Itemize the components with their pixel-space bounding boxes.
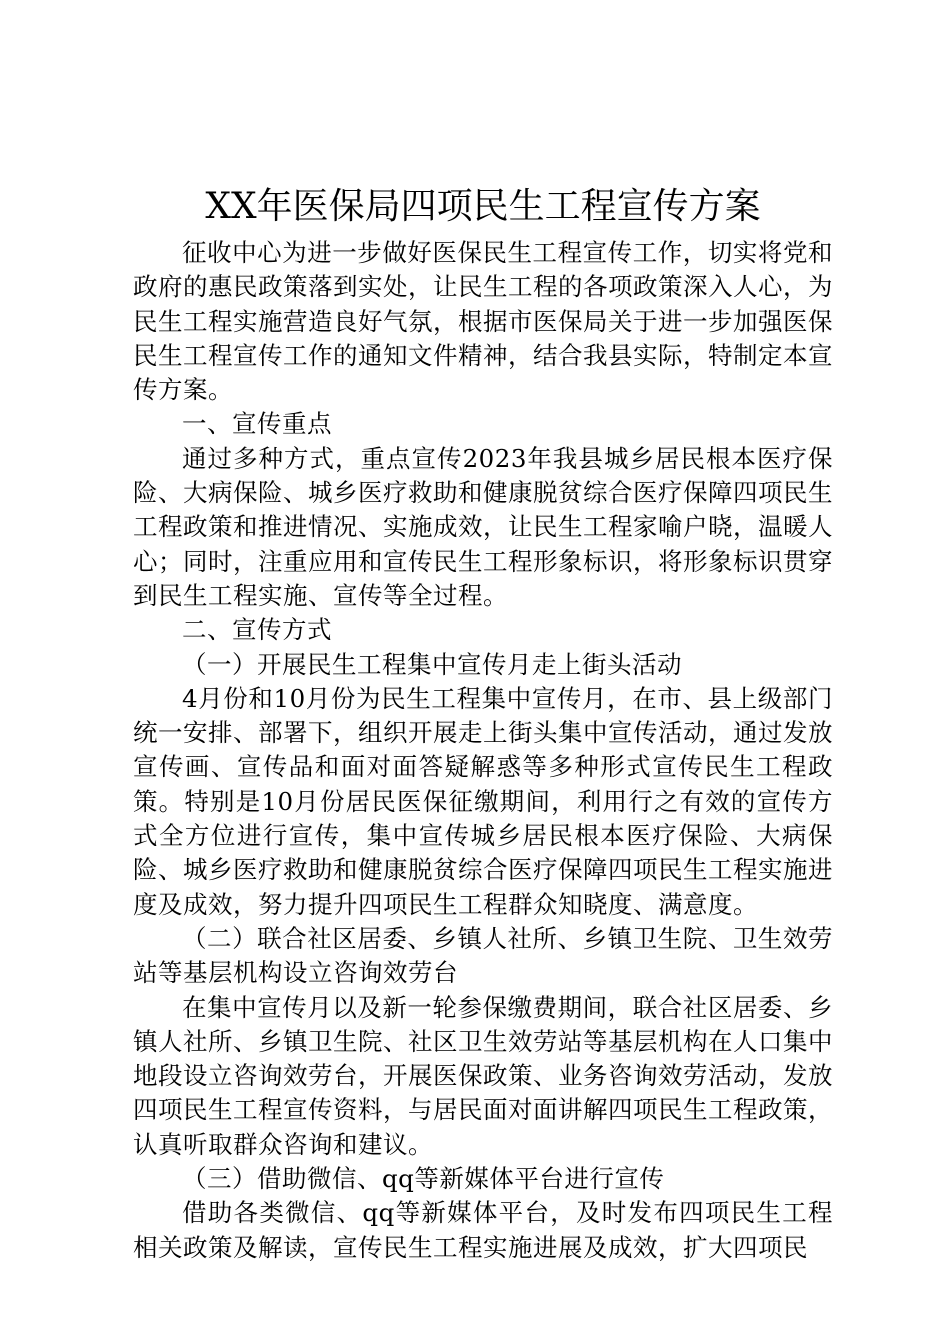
section-heading-publicity-methods: 二、宣传方式 <box>182 615 332 645</box>
document-title: XX年医保局四项民生工程宣传方案 <box>205 186 761 227</box>
intro-paragraph: 征收中心为进一步做好医保民生工程宣传工作，切实将党和政府的惠民政策落到实处，让民生工程的各项政策深入人心，为民生工程实施营造良好气氛，根据市医保局关于进一步加强医保民生工程宣传工作的通知文件精神，结合我县实际，特制定本宣传方案。 <box>133 238 833 405</box>
subheading-new-media: （三）借助微信、qq等新媒体平台进行宣传 <box>182 1164 665 1194</box>
publicity-focus-paragraph: 通过多种方式，重点宣传2023年我县城乡居民根本医疗保险、大病保险、城乡医疗救助和健康脱贫综合医疗保障四项民生工程政策和推进情况、实施成效，让民生工程家喻户晓，温暖人心；同时，注重应用和宣传民生工程形象标识，将形象标识贯穿到民生工程实施、宣传等全过程。 <box>133 443 833 610</box>
section-heading-publicity-focus: 一、宣传重点 <box>182 409 332 439</box>
street-campaign-paragraph: 4月份和10月份为民生工程集中宣传月，在市、县上级部门统一安排、部署下，组织开展走上街头集中宣传活动，通过发放宣传画、宣传品和面对面答疑解惑等多种形式宣传民生工程政策。特别是10月份居民医保征缴期间，利用行之有效的宣传方式全方位进行宣传，集中宣传城乡居民根本医疗保险、大病保险、城乡医疗救助和健康脱贫综合医疗保障四项民生工程实施进度及成效，努力提升四项民生工程群众知晓度、满意度。 <box>133 683 833 919</box>
document-content <box>133 184 833 1265</box>
new-media-paragraph: 借助各类微信、qq等新媒体平台，及时发布四项民生工程相关政策及解读，宣传民生工程实施进展及成效，扩大四项民 <box>133 1198 833 1262</box>
subheading-street-campaign: （一）开展民生工程集中宣传月走上街头活动 <box>182 649 682 679</box>
subheading-consultation-desk: （二）联合社区居委、乡镇人社所、乡镇卫生院、卫生效劳站等基层机构设立咨询效劳台 <box>133 923 833 988</box>
consultation-desk-paragraph: 在集中宣传月以及新一轮参保缴费期间，联合社区居委、乡镇人社所、乡镇卫生院、社区卫生效劳站等基层机构在人口集中地段设立咨询效劳台，开展医保政策、业务咨询效劳活动，发放四项民生工程宣传资料，与居民面对面讲解四项民生工程政策，认真听取群众咨询和建议。 <box>133 992 833 1159</box>
